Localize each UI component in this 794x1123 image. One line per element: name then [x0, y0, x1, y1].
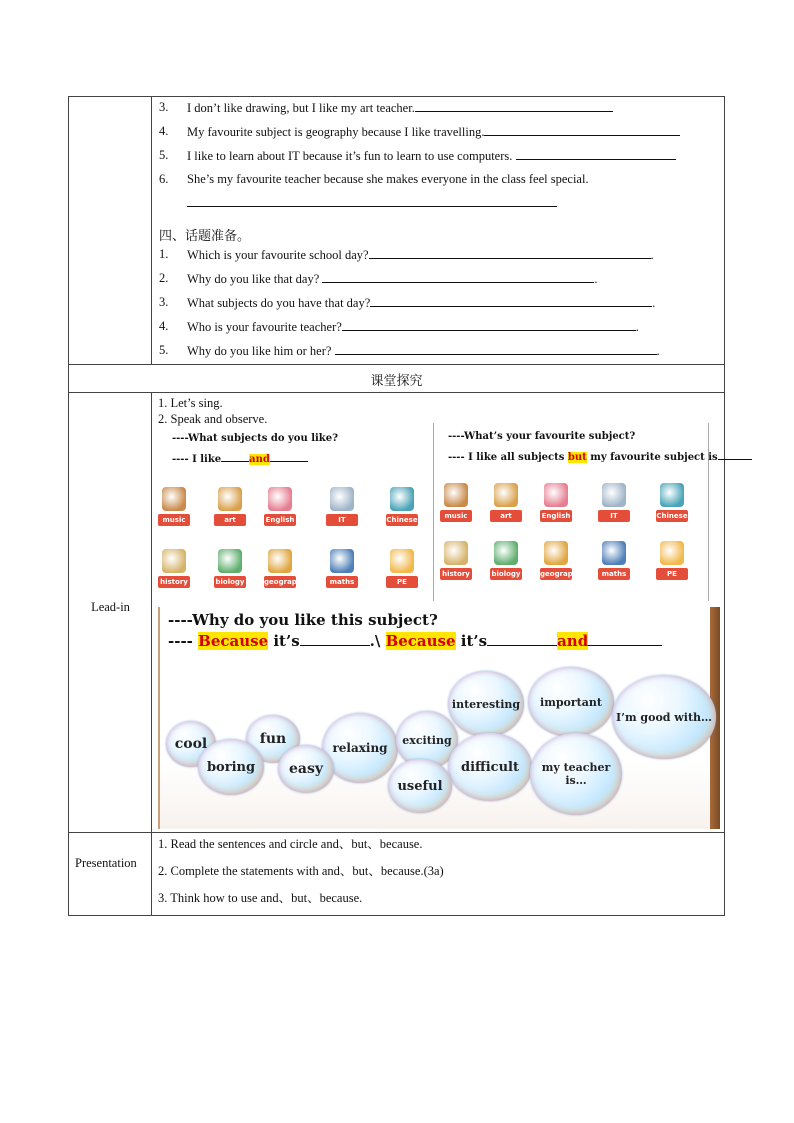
presentation-row	[69, 833, 724, 915]
word-bubble: cool	[166, 721, 216, 767]
question-text: Why do you like that day?	[187, 272, 320, 286]
subject-label: history	[440, 568, 472, 580]
subject-label: music	[440, 510, 472, 522]
section4-title: 四、话题准备。	[159, 228, 251, 243]
item-number: 2.	[159, 271, 169, 285]
step-speak: 2. Speak and observe.	[158, 412, 268, 426]
subject-label: PE	[656, 568, 688, 580]
subject-label: English	[265, 516, 295, 524]
item-number: 5.	[159, 343, 169, 357]
sentence-text: She’s my favourite teacher because she makes everyone in the class feel special.	[187, 172, 589, 186]
word-bubble: exciting	[396, 711, 458, 769]
lesson-table	[68, 96, 725, 916]
subject-pe-icon	[386, 549, 418, 589]
subject-label: geography	[264, 578, 307, 586]
highlight-but: but	[567, 452, 587, 463]
subject-english-icon	[540, 483, 572, 523]
subject-it-icon	[598, 483, 630, 523]
item-number: 5.	[159, 148, 169, 162]
subject-history-icon	[440, 541, 472, 581]
highlight-because: Because	[198, 632, 269, 650]
why-panel: ----Why do you like this subject? ---- Because it’s .\ Because it’s and interesting important I’m good with… cool fun relaxing exciting boring easy difficult my teacher is… useful	[158, 607, 720, 829]
subject-biology-icon	[490, 541, 522, 581]
subject-it-icon	[326, 487, 358, 527]
subject-maths-icon	[598, 541, 630, 581]
answer-blank[interactable]	[484, 124, 680, 136]
question-text: Which is your favourite school day?	[187, 248, 369, 262]
presentation-step: 2. Complete the statements with and、but、because.(3a)	[158, 864, 444, 878]
subject-label: geography	[540, 570, 583, 578]
presentation-label: Presentation	[75, 856, 137, 870]
subject-art-icon	[214, 487, 246, 527]
subject-label: maths	[598, 568, 630, 580]
subject-geography-icon	[264, 549, 307, 589]
subject-label: maths	[326, 576, 358, 588]
exercise-row: 3. I don’t like drawing, but I like my art teacher. 4. My favourite subject is geography because I like travelling. 5. I like to learn about IT because it’s fun to learn to use computers. 6. She’s my favourite teacher because she makes everyone in the class feel special. 四、话题准备。 1. Which is your favourite school day? . 2. Why do you like that day? . 3. What subjects do you have that day? . 4. Who is your favourite teacher? . 5. Why do you like him or her? .	[69, 97, 724, 365]
subject-history-icon	[158, 549, 190, 589]
subject-maths-icon	[326, 549, 358, 589]
item-number: 6.	[159, 172, 169, 186]
highlight-and: and	[249, 454, 270, 465]
subject-music-icon	[440, 483, 472, 523]
question-text: Why do you like him or her?	[187, 344, 332, 358]
subject-label: biology	[215, 578, 245, 586]
why-question: ----Why do you like this subject?	[168, 611, 438, 629]
sentence-text: My favourite subject is geography because I like travelling.	[187, 125, 485, 139]
item-number: 1.	[159, 247, 169, 261]
classroom-title: 课堂探究	[370, 373, 423, 388]
word-bubble: I’m good with…	[612, 675, 716, 759]
subject-label: IT	[326, 514, 358, 526]
answer-blank[interactable]	[415, 100, 613, 112]
answer-blank[interactable]	[342, 319, 636, 331]
subject-music-icon	[158, 487, 190, 527]
word-bubble: difficult	[448, 733, 532, 801]
word-bubble: fun	[246, 715, 300, 763]
answer-blank[interactable]	[370, 295, 652, 307]
classroom-title-row	[69, 365, 724, 393]
subject-label: PE	[386, 576, 418, 588]
subject-geography-icon	[540, 541, 583, 581]
answer-blank[interactable]	[335, 343, 657, 355]
word-bubble: useful	[388, 759, 452, 813]
item-number: 4.	[159, 319, 169, 333]
subject-label: IT	[598, 510, 630, 522]
subject-english-icon	[264, 487, 296, 527]
subject-chinese-icon	[656, 483, 688, 523]
leadin-row	[69, 393, 724, 833]
question-text: What subjects do you have that day?	[187, 296, 371, 310]
subject-chinese-icon	[386, 487, 418, 527]
word-bubble: my teacher is…	[530, 733, 622, 815]
word-bubble: interesting	[448, 671, 524, 737]
leadin-label: Lead-in	[91, 600, 130, 614]
subject-label: history	[158, 576, 190, 588]
highlight-because: Because	[385, 632, 456, 650]
subject-label: English	[541, 512, 571, 520]
word-bubble: boring	[198, 739, 264, 795]
subject-label: art	[214, 514, 246, 526]
item-number: 3.	[159, 295, 169, 309]
sentence-text: I don’t like drawing, but I like my art teacher.	[187, 101, 415, 115]
subject-pe-icon	[656, 541, 688, 581]
question-line: ----What subjects do you like?	[172, 433, 338, 444]
subject-label: Chinese	[386, 516, 418, 524]
presentation-step: 3. Think how to use and、but、because.	[158, 891, 363, 905]
word-bubble: relaxing	[322, 713, 398, 783]
answer-blank[interactable]	[516, 148, 676, 160]
question-line: ----What’s your favourite subject?	[448, 431, 636, 442]
word-bubble: easy	[278, 745, 334, 793]
subject-label: art	[490, 510, 522, 522]
answer-blank[interactable]	[322, 271, 594, 283]
subject-label: biology	[491, 570, 521, 578]
highlight-and: and	[557, 632, 589, 650]
subjects-panel-right: ----What’s your favourite subject? ---- I like all subjects but my favourite subject is music art English IT Chinese history biology geography maths PE	[433, 423, 709, 601]
item-number: 3.	[159, 100, 169, 114]
answer-blank[interactable]	[369, 247, 651, 259]
subject-label: music	[158, 514, 190, 526]
sentence-text: I like to learn about IT because it’s fun to learn to use computers.	[187, 149, 513, 163]
subjects-panel-left: ----What subjects do you like? ---- I like and music art English IT Chinese history biology geography maths PE	[158, 427, 426, 603]
item-number: 4.	[159, 124, 169, 138]
subject-biology-icon	[214, 549, 246, 589]
question-text: Who is your favourite teacher?	[187, 320, 342, 334]
word-bubble: important	[528, 667, 614, 737]
step-sing: 1. Let’s sing.	[158, 396, 223, 410]
presentation-step: 1. Read the sentences and circle and、but、because.	[158, 837, 423, 851]
subject-art-icon	[490, 483, 522, 523]
subject-label: Chinese	[656, 512, 688, 520]
answer-blank[interactable]	[187, 195, 557, 207]
